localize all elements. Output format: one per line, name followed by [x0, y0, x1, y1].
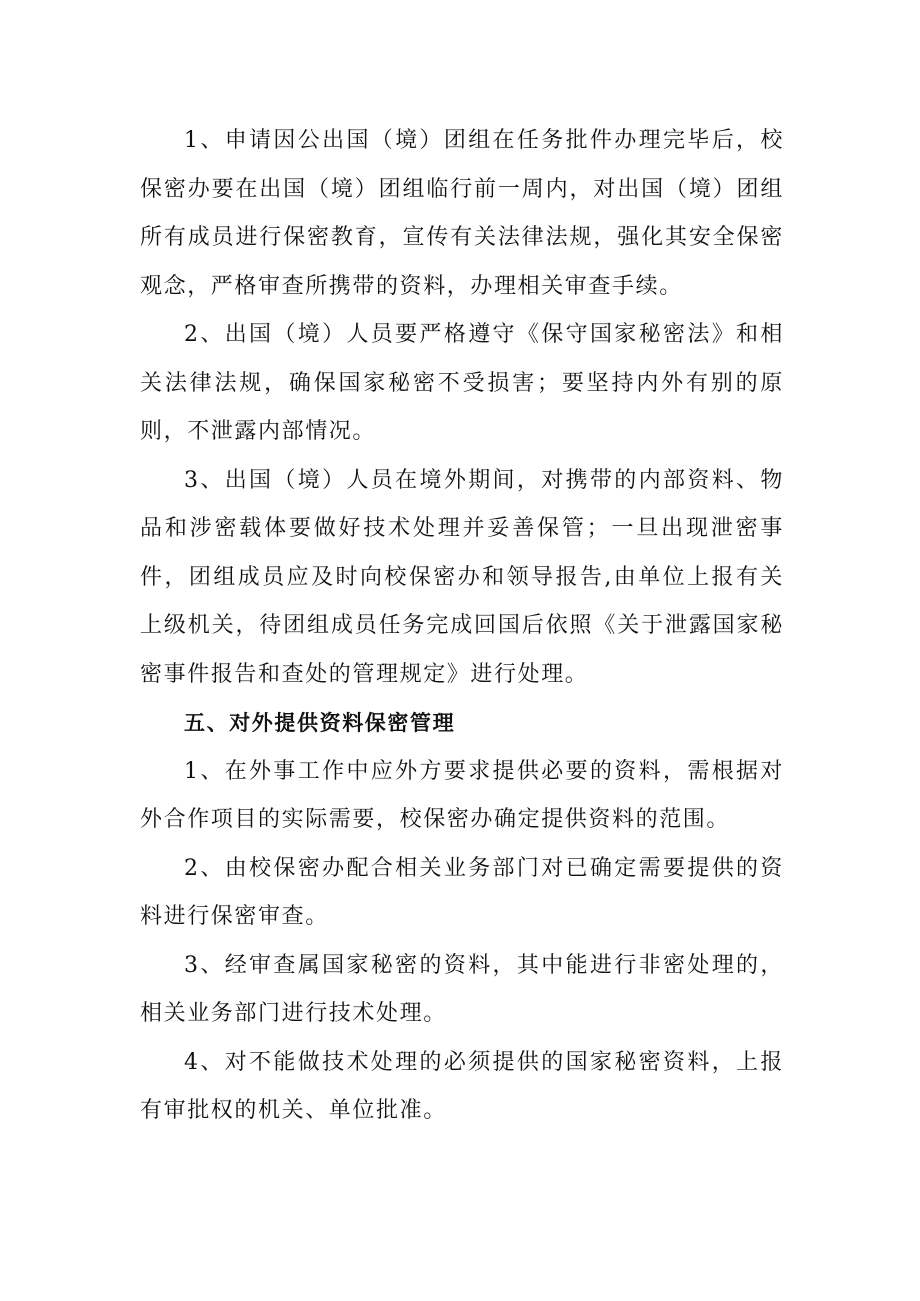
paragraph-travel-compliance: 2、出国（境）人员要严格遵守《保守国家秘密法》和相关法律法规，确保国家秘密不受损害；要坚持内外有别的原则，不泄露内部情况。 — [140, 322, 784, 444]
paragraph-travel-abroad: 3、出国（境）人员在境外期间，对携带的内部资料、物品和涉密载体要做好技术处理并妥善保管；一旦出现泄密事件，团组成员应及时向校保密办和领导报告,由单位上报有关上级机关，待团组成员任务完成回国后依照《关于泄露国家秘密事件报告和查处的管理规定》进行处理。 — [140, 467, 784, 687]
paragraph-provide-approval: 4、对不能做技术处理的必须提供的国家秘密资料，上报有审批权的机关、单位批准。 — [140, 1049, 784, 1123]
section-heading: 五、对外提供资料保密管理 — [184, 711, 456, 735]
paragraph-travel-education: 1、申请因公出国（境）团组在任务批件办理完毕后，校保密办要在出国（境）团组临行前一周内，对出国（境）团组所有成员进行保密教育，宣传有关法律法规，强化其安全保密观念，严格审查所携带的资料，办理相关审查手续。 — [140, 128, 784, 299]
paragraph-provide-review: 2、由校保密办配合相关业务部门对已确定需要提供的资料进行保密审查。 — [140, 855, 784, 929]
document-body — [140, 117, 784, 1136]
paragraph-provide-scope: 1、在外事工作中应外方要求提供必要的资料，需根据对外合作项目的实际需要，校保密办确定提供资料的范围。 — [140, 758, 784, 832]
paragraph-provide-declassify: 3、经审查属国家秘密的资料，其中能进行非密处理的，相关业务部门进行技术处理。 — [140, 952, 784, 1026]
